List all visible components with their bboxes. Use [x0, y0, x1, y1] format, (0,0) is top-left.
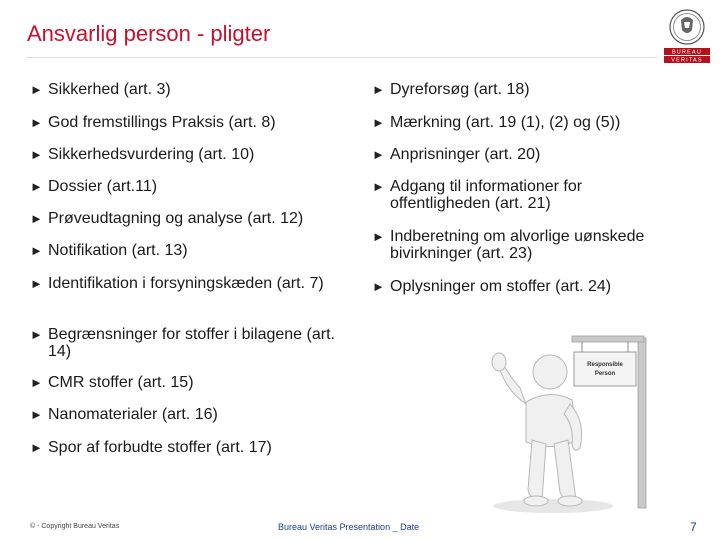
list-item-text: Mærkning (art. 19 (1), (2) og (5)) — [390, 114, 621, 131]
list-item-text: CMR stoffer (art. 15) — [48, 374, 194, 391]
list-item-text: Sikkerhed (art. 3) — [48, 81, 171, 98]
bullet-arrow-icon: ► — [30, 179, 43, 194]
list-item-text: Oplysninger om stoffer (art. 24) — [390, 278, 612, 295]
bullet-arrow-icon: ► — [30, 243, 43, 258]
list-item-text: Dossier (art.11) — [48, 178, 158, 195]
list-item — [30, 81, 171, 98]
list-item-text: Dyreforsøg (art. 18) — [390, 81, 530, 98]
list-item — [30, 374, 194, 391]
bullet-arrow-icon: ► — [30, 440, 43, 455]
list-item-text: Anprisninger (art. 20) — [390, 146, 541, 163]
list-item — [372, 278, 611, 295]
bullet-arrow-icon: ► — [372, 82, 385, 97]
bullet-arrow-icon: ► — [30, 276, 43, 291]
sign-label-line2: Person — [594, 371, 616, 377]
bureau-veritas-logo — [662, 6, 712, 64]
svg-text:BUREAU: BUREAU — [671, 49, 703, 56]
title-divider — [27, 57, 657, 58]
list-item — [30, 146, 254, 163]
bullet-arrow-icon: ► — [372, 147, 385, 162]
bullet-arrow-icon: ► — [30, 375, 43, 390]
bullet-arrow-icon: ► — [30, 147, 43, 162]
list-item-text: Identifikation i forsyningskæden (art. 7) — [48, 275, 324, 292]
list-item-text: Begrænsninger for stoffer i bilagene (art. 14) — [48, 326, 335, 360]
list-item — [372, 114, 620, 131]
list-item — [372, 81, 530, 98]
list-item-text: Nanomaterialer (art. 16) — [48, 406, 218, 423]
bullet-arrow-icon: ► — [30, 211, 43, 226]
bullet-arrow-icon: ► — [30, 82, 43, 97]
footer-presentation-label: Bureau Veritas Presentation _ Date — [278, 522, 420, 532]
sign-label-line1: Responsible — [587, 362, 623, 368]
responsible-person-illustration — [468, 330, 668, 515]
list-item — [30, 210, 303, 227]
bullet-arrow-icon: ► — [372, 229, 385, 244]
list-item — [372, 178, 632, 212]
bullet-arrow-icon: ► — [30, 407, 43, 422]
sign-arm — [572, 336, 644, 342]
figure-shadow — [493, 499, 613, 513]
list-item — [30, 178, 157, 195]
list-item-text: Sikkerhedsvurdering (art. 10) — [48, 146, 255, 163]
bullet-arrow-icon: ► — [372, 115, 385, 130]
list-item — [372, 146, 540, 163]
list-item-text: Indberetning om alvorlige uønskede bivirkninger (art. 23) — [390, 228, 645, 262]
list-item — [372, 228, 692, 262]
list-item — [30, 406, 218, 423]
list-item-text: Spor af forbudte stoffer (art. 17) — [48, 439, 272, 456]
list-item-text: Notifikation (art. 13) — [48, 242, 188, 259]
person-figure — [492, 353, 582, 506]
bullet-arrow-icon: ► — [372, 179, 385, 194]
footer-copyright: © - Copyright Bureau Veritas — [30, 523, 120, 530]
page-title: Ansvarlig person - pligter — [27, 21, 271, 46]
bullet-arrow-icon: ► — [30, 115, 43, 130]
sign-post — [638, 338, 646, 508]
list-item-text: Adgang til informationer for offentligheden (art. 21) — [390, 178, 583, 212]
list-item — [30, 439, 272, 456]
list-item — [30, 242, 188, 259]
bullet-arrow-icon: ► — [372, 279, 385, 294]
bullet-arrow-icon: ► — [30, 327, 43, 342]
list-item — [30, 275, 330, 292]
page-number: 7 — [690, 520, 697, 534]
list-item-text: Prøveudtagning og analyse (art. 12) — [48, 210, 304, 227]
list-item — [30, 326, 340, 360]
list-item-text: God fremstillings Praksis (art. 8) — [48, 114, 276, 131]
list-item — [30, 114, 276, 131]
sign-board — [574, 352, 636, 386]
svg-text:VERITAS: VERITAS — [671, 57, 703, 64]
